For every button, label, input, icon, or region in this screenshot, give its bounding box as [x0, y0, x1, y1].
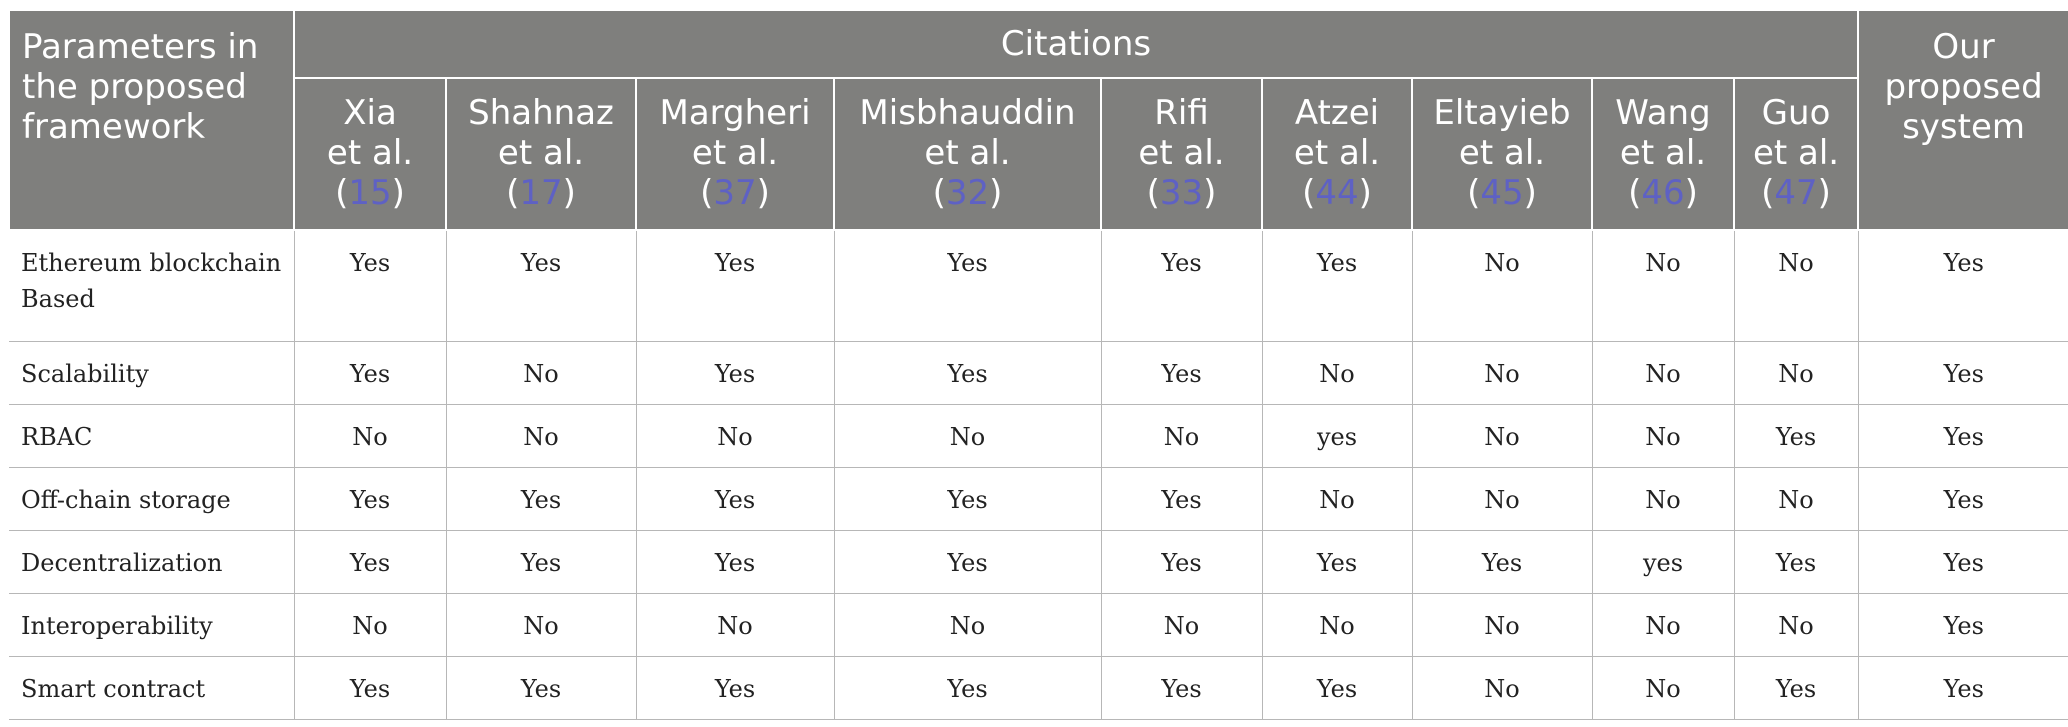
- author-name: Margheri: [659, 93, 811, 133]
- author-column-header: [636, 78, 834, 230]
- author-column-header: [446, 78, 636, 230]
- citation-value-cell: Yes: [1734, 405, 1858, 468]
- citation-value-cell: No: [1262, 342, 1412, 405]
- citation-value-cell: No: [834, 594, 1101, 657]
- reference-link[interactable]: 37: [713, 173, 757, 213]
- citation-value-cell: No: [1592, 594, 1734, 657]
- citation-value-cell: No: [1101, 405, 1262, 468]
- our-system-value-cell: Yes: [1858, 594, 2068, 657]
- table-row: [9, 405, 2068, 468]
- author-etal: et al.: [1293, 133, 1381, 173]
- citation-value-cell: Yes: [1262, 230, 1412, 342]
- citation-value-cell: No: [1734, 594, 1858, 657]
- our-system-value-cell: Yes: [1858, 230, 2068, 342]
- citation-value-cell: Yes: [636, 468, 834, 531]
- author-etal: et al.: [497, 133, 585, 173]
- citation-value-cell: Yes: [1101, 468, 1262, 531]
- citation-value-cell: Yes: [834, 342, 1101, 405]
- header-row-authors: [9, 78, 2068, 230]
- citation-value-cell: No: [446, 594, 636, 657]
- citation-value-cell: Yes: [294, 531, 446, 594]
- citation-value-cell: No: [1412, 405, 1592, 468]
- reference-link[interactable]: 32: [945, 173, 990, 213]
- author-name: Rifi: [1154, 93, 1209, 133]
- author-reference: (17): [506, 173, 576, 213]
- author-column-header: [1592, 78, 1734, 230]
- author-column-header: [294, 78, 446, 230]
- citation-value-cell: Yes: [1734, 531, 1858, 594]
- table-row: [9, 230, 2068, 342]
- author-reference: (15): [335, 173, 405, 213]
- citation-value-cell: No: [1734, 342, 1858, 405]
- author-etal: et al.: [924, 133, 1011, 173]
- author-column-header: [1412, 78, 1592, 230]
- citation-value-cell: No: [1592, 657, 1734, 720]
- author-etal: et al.: [691, 133, 779, 173]
- citation-value-cell: No: [1412, 230, 1592, 342]
- citation-value-cell: No: [1412, 468, 1592, 531]
- our-system-value-cell: Yes: [1858, 468, 2068, 531]
- citation-value-cell: yes: [1592, 531, 1734, 594]
- citation-value-cell: Yes: [294, 657, 446, 720]
- table-row: [9, 468, 2068, 531]
- reference-link[interactable]: 46: [1641, 173, 1685, 213]
- citation-value-cell: No: [1262, 468, 1412, 531]
- citation-value-cell: Yes: [446, 657, 636, 720]
- parameter-cell: Scalability: [9, 342, 294, 405]
- author-etal: et al.: [326, 133, 414, 173]
- citation-value-cell: Yes: [1262, 531, 1412, 594]
- citation-value-cell: Yes: [1412, 531, 1592, 594]
- citation-value-cell: No: [294, 405, 446, 468]
- author-name: Eltayieb: [1433, 93, 1571, 133]
- parameter-cell: Interoperability: [9, 594, 294, 657]
- author-reference: (44): [1302, 173, 1372, 213]
- citation-value-cell: Yes: [1101, 230, 1262, 342]
- citation-value-cell: Yes: [446, 230, 636, 342]
- author-column-header: [834, 78, 1101, 230]
- author-column-header: [1101, 78, 1262, 230]
- citation-value-cell: No: [1412, 657, 1592, 720]
- table-body: [9, 230, 2068, 720]
- reference-link[interactable]: 33: [1159, 173, 1204, 213]
- citation-value-cell: Yes: [1262, 657, 1412, 720]
- author-reference: (47): [1761, 173, 1831, 213]
- citation-value-cell: No: [1734, 468, 1858, 531]
- citation-value-cell: No: [636, 594, 834, 657]
- citation-value-cell: No: [1412, 342, 1592, 405]
- author-reference: (37): [700, 173, 770, 213]
- citation-value-cell: Yes: [294, 342, 446, 405]
- author-name: Atzei: [1294, 93, 1380, 133]
- parameter-cell: Ethereum blockchain Based: [9, 230, 294, 342]
- author-name: Xia: [343, 93, 397, 133]
- parameter-cell: Decentralization: [9, 531, 294, 594]
- citation-value-cell: Yes: [834, 230, 1101, 342]
- author-column-header: [1734, 78, 1858, 230]
- citation-value-cell: No: [834, 405, 1101, 468]
- citation-value-cell: Yes: [1101, 342, 1262, 405]
- citation-value-cell: Yes: [446, 531, 636, 594]
- citation-value-cell: yes: [1262, 405, 1412, 468]
- author-etal: et al.: [1619, 133, 1707, 173]
- author-reference: (32): [932, 173, 1003, 213]
- table-row: [9, 594, 2068, 657]
- reference-link[interactable]: 17: [519, 173, 563, 213]
- author-name: Shahnaz: [468, 93, 614, 133]
- citation-value-cell: No: [1101, 594, 1262, 657]
- table-row: [9, 657, 2068, 720]
- table-header: [9, 10, 2068, 230]
- author-reference: (46): [1628, 173, 1698, 213]
- citation-value-cell: Yes: [636, 342, 834, 405]
- table-row: [9, 531, 2068, 594]
- author-etal: et al.: [1752, 133, 1840, 173]
- citation-value-cell: Yes: [294, 468, 446, 531]
- author-name: Guo: [1761, 93, 1831, 133]
- citation-value-cell: No: [1412, 594, 1592, 657]
- citation-value-cell: No: [1592, 342, 1734, 405]
- author-etal: et al.: [1458, 133, 1546, 173]
- citation-value-cell: Yes: [446, 468, 636, 531]
- citation-value-cell: Yes: [636, 657, 834, 720]
- author-name: Wang: [1615, 93, 1711, 133]
- author-name: Misbhauddin: [859, 93, 1076, 133]
- citation-value-cell: No: [1734, 230, 1858, 342]
- our-system-value-cell: Yes: [1858, 531, 2068, 594]
- reference-link[interactable]: 47: [1774, 173, 1818, 213]
- citation-value-cell: Yes: [636, 230, 834, 342]
- citation-value-cell: No: [636, 405, 834, 468]
- parameter-cell: RBAC: [9, 405, 294, 468]
- reference-link[interactable]: 15: [348, 173, 392, 213]
- our-system-value-cell: Yes: [1858, 657, 2068, 720]
- citation-value-cell: No: [294, 594, 446, 657]
- citation-value-cell: Yes: [1734, 657, 1858, 720]
- citation-value-cell: No: [446, 342, 636, 405]
- comparison-table: [8, 9, 2068, 720]
- parameter-cell: Off-chain storage: [9, 468, 294, 531]
- citation-value-cell: No: [446, 405, 636, 468]
- citation-value-cell: Yes: [834, 531, 1101, 594]
- table-row: [9, 342, 2068, 405]
- citation-value-cell: No: [1592, 405, 1734, 468]
- parameters-column-header: Parameters in the proposed framework: [9, 10, 294, 230]
- our-system-value-cell: Yes: [1858, 405, 2068, 468]
- citation-value-cell: Yes: [294, 230, 446, 342]
- author-column-header: [1262, 78, 1412, 230]
- parameter-cell: Smart contract: [9, 657, 294, 720]
- citation-value-cell: No: [1592, 230, 1734, 342]
- reference-link[interactable]: 45: [1480, 173, 1524, 213]
- our-system-column-header: Our proposed system: [1858, 10, 2068, 230]
- citation-value-cell: No: [1592, 468, 1734, 531]
- reference-link[interactable]: 44: [1315, 173, 1359, 213]
- citation-value-cell: Yes: [1101, 531, 1262, 594]
- citation-value-cell: Yes: [636, 531, 834, 594]
- author-reference: (45): [1467, 173, 1537, 213]
- header-row-top: [9, 10, 2068, 78]
- citation-value-cell: No: [1262, 594, 1412, 657]
- author-etal: et al.: [1138, 133, 1225, 173]
- author-reference: (33): [1146, 173, 1217, 213]
- citation-value-cell: Yes: [1101, 657, 1262, 720]
- citation-value-cell: Yes: [834, 657, 1101, 720]
- citations-group-header: Citations: [294, 10, 1858, 78]
- citation-value-cell: Yes: [834, 468, 1101, 531]
- our-system-value-cell: Yes: [1858, 342, 2068, 405]
